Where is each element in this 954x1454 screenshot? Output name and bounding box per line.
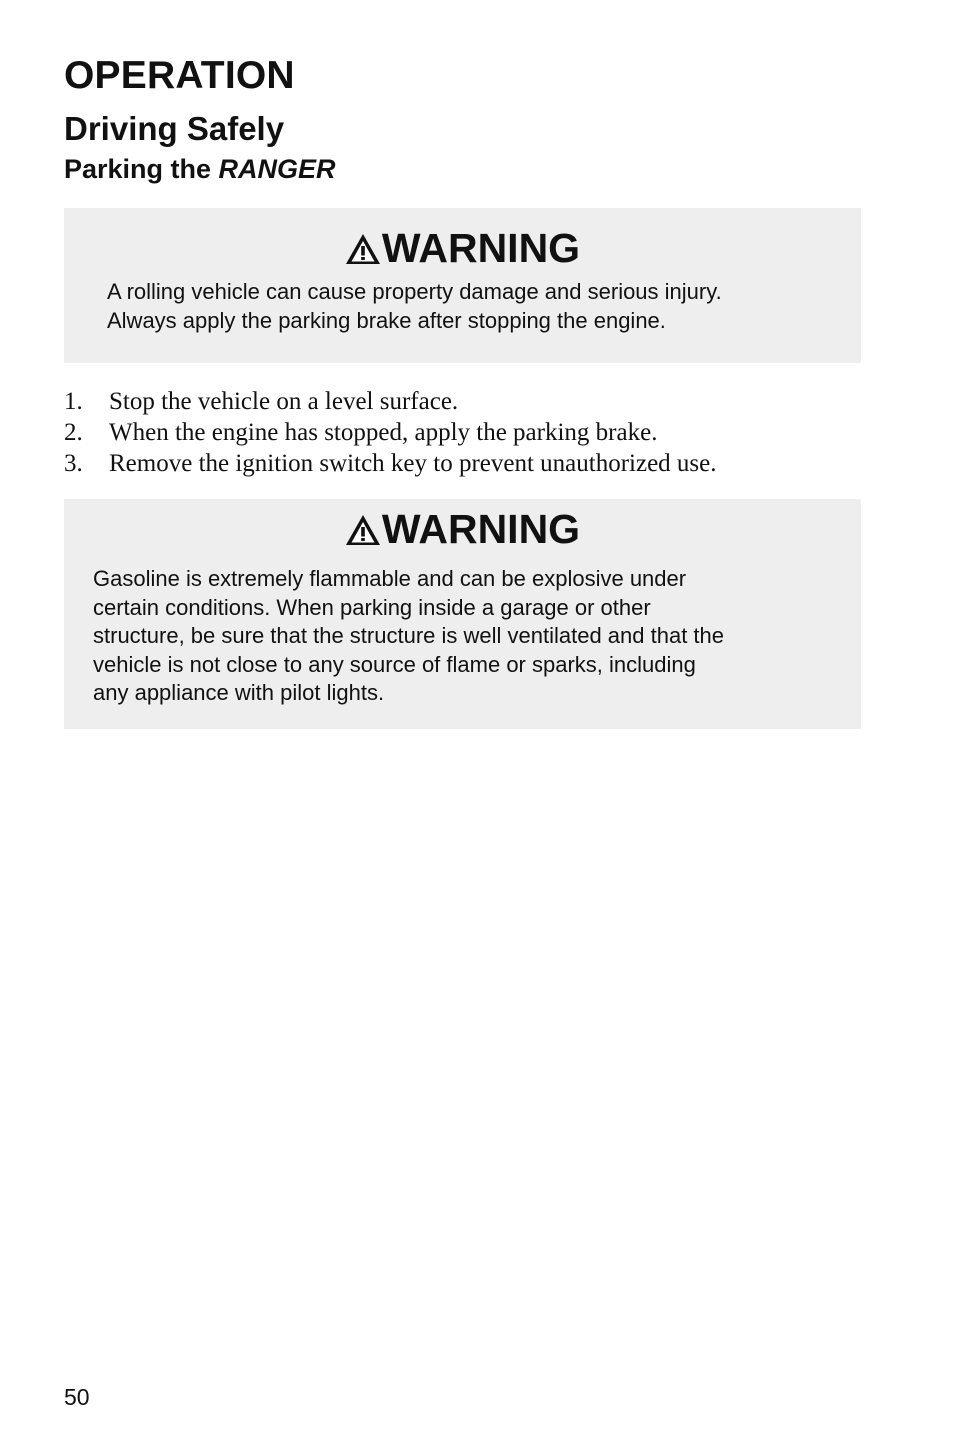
warning-triangle-icon <box>345 233 381 265</box>
topic-vehicle-name: RANGER <box>218 154 336 184</box>
warning-line: A rolling vehicle can cause property damage and serious injury. <box>107 279 722 304</box>
parking-steps-list <box>64 386 884 479</box>
warning-line: Gasoline is extremely flammable and can be explosive under <box>93 566 687 591</box>
step-text: Stop the vehicle on a level surface. <box>109 388 459 415</box>
page-number: 50 <box>64 1384 90 1410</box>
topic-title <box>64 156 336 183</box>
topic-prefix: Parking the <box>64 154 219 184</box>
warning-line: vehicle is not close to any source of flame or sparks, including <box>93 651 696 677</box>
list-item <box>64 448 884 479</box>
warning-header <box>64 225 861 271</box>
list-item <box>64 417 884 448</box>
list-item <box>64 386 884 417</box>
step-number: 2. <box>64 419 83 446</box>
section-title: OPERATION <box>64 54 295 97</box>
warning-line: structure, be sure that the structure is well ventilated and that the <box>93 623 725 648</box>
step-number: 3. <box>64 450 83 477</box>
warning-line: any appliance with pilot lights. <box>93 680 385 705</box>
warning-title: WARNING <box>381 506 581 552</box>
warning-text <box>107 278 847 335</box>
step-number: 1. <box>64 388 83 415</box>
subsection-title: Driving Safely <box>64 110 285 147</box>
warning-box-rolling-vehicle <box>64 208 861 363</box>
warning-line: Always apply the parking brake after stopping the engine. <box>107 307 666 333</box>
warning-header <box>64 506 861 552</box>
warning-title: WARNING <box>381 225 581 271</box>
warning-triangle-icon <box>345 514 381 546</box>
warning-text <box>93 565 843 708</box>
step-text: When the engine has stopped, apply the parking brake. <box>109 419 658 446</box>
step-text: Remove the ignition switch key to prevent unauthorized use. <box>109 450 717 477</box>
warning-box-gasoline <box>64 499 861 729</box>
warning-line: certain conditions. When parking inside a garage or other <box>93 594 651 620</box>
